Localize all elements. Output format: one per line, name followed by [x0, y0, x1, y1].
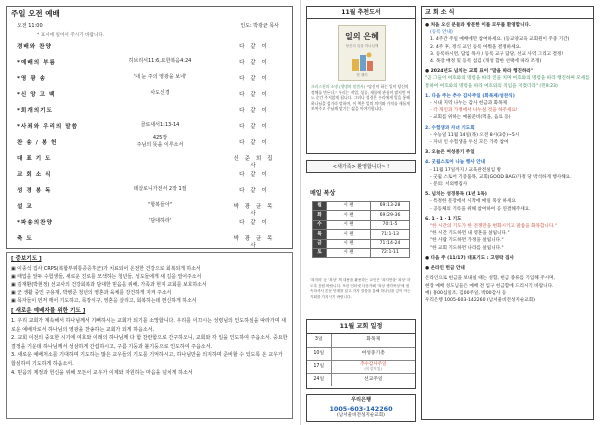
order-item-name: *신 앙 고 백: [17, 92, 56, 98]
church-news-item: - 공동체의 기록을 위해 참여하여 공 연결해주세요.: [430, 206, 531, 212]
devotion-time: 시 편: [327, 248, 371, 257]
devotion-ref: 69:29-36: [371, 211, 410, 220]
schedule-date: 17일: [307, 360, 331, 373]
church-news-item: "한 시간의 기도가 한 전쟁만을 변화시키고 말씀을 화목합니다.": [430, 224, 557, 230]
order-item-performer: 신 준 희 집 사: [233, 156, 275, 169]
church-news-item: 4. 목장 배정 및 등록 섬김 (개성 합한 선택에 따라 조정): [430, 59, 542, 65]
order-item-performer: 박 광 균 목 사: [233, 204, 275, 217]
church-news-item: 온라인으로 헌금을 보내실 때는 성함, 헌금 종류를 기입해 주시며,: [425, 276, 555, 282]
schedule-event: 여성중기총: [361, 350, 385, 356]
order-item-performer: 다 같 이: [239, 172, 269, 178]
book-cover-author: 팀 켈러: [356, 72, 368, 77]
worship-meta: [17, 23, 279, 29]
prayer-news-box: [6, 252, 293, 419]
bank-name: 우리은행: [350, 397, 372, 403]
page-divider: [300, 0, 301, 425]
order-item: [17, 217, 279, 232]
book-card: [306, 6, 416, 154]
schedule-event-cell: [331, 360, 415, 373]
schedule-event-cell: [331, 347, 415, 360]
devotion-row: [313, 239, 410, 248]
order-item-desc: 데살로니가전서 2장 1절: [133, 186, 187, 192]
order-item-name: 찬 송 / 봉 헌: [17, 140, 58, 146]
church-news-item: "한 시간 기도하면 내 영혼을 살립니다.": [430, 231, 510, 237]
order-item-performer: 다 같 이: [239, 92, 269, 98]
schedule-event-sub: (목장모임): [364, 366, 383, 371]
book-description-head: 크리스천의 소명 (생명의 말씀사): [311, 84, 366, 89]
devotion-time: 시 편: [327, 230, 371, 239]
book-cover-title: 일의 은혜: [345, 32, 379, 41]
devotion-day: 화: [313, 211, 327, 220]
church-news-item: 3. 등록하시면, 담임 목사 / 등록 교구 담당, 선교 사역 그리고 결정!: [430, 51, 564, 57]
prayer-topic-item: ▣ 태업을 앞두 수험생들, 새로운 진로를 모색하는 청년들, 성도들에게 새 길을 열어주소서: [11, 274, 202, 280]
book-card-title: 11월 추천도서: [307, 7, 415, 19]
devotion-time: 시 편: [327, 239, 371, 248]
church-news-title: 교 회 소 식: [422, 7, 593, 19]
order-item: [17, 105, 279, 120]
order-item-desc: 히브리서11:6,요한복음4:24: [128, 58, 192, 64]
order-item-desc: 사도신경: [150, 90, 170, 96]
schedule-event-cell: [331, 334, 415, 347]
order-item-desc: 골로새서1:13-14: [140, 122, 180, 128]
church-news-item: 현장 예배 성도님들은 예배 전 입구 헌금함에 드리시기 바랍니다.: [425, 283, 554, 289]
schedule-date: 3일: [307, 334, 331, 347]
prayer-topic-item: ▣ 군 생활 중인 구용재, 박병준 청년의 영혼과 육체를 강건하게 지켜 주소서: [11, 290, 172, 296]
book-cover-image: [338, 25, 386, 81]
church-news-item: ● 2024년도 넘치는 교회 표어 "말을 따라 행진하라": [425, 69, 534, 75]
order-item-performer: 다 같 이: [239, 76, 269, 82]
book-description: [311, 84, 412, 112]
daily-devotion-title: 매일 복상: [310, 190, 336, 197]
bank-account: 1005-603-142260: [329, 404, 393, 413]
book-cover-art-icon: [349, 51, 376, 73]
church-news-item: "한 사람 기도하면 가정을 살립니다.": [430, 238, 504, 244]
church-news-item: ● 온라인 헌금 안내: [425, 266, 465, 272]
church-news-item: 5. 넘치는 성경통독 (1년 1독): [425, 192, 487, 198]
prayer-topics-heading: [ 중보기도 ]: [11, 256, 42, 262]
order-item-desc: '담대하라': [148, 218, 172, 224]
worship-order-box: [6, 6, 293, 249]
schedule-date: 24일: [307, 373, 331, 386]
left-page: [0, 0, 298, 425]
schedule-row: [307, 373, 415, 386]
order-item-performer: 다 같 이: [239, 124, 269, 130]
prayer-topics-list: [11, 265, 289, 305]
welcome-banner: <새가족> 환영합니다~ !: [306, 160, 416, 173]
church-news-item: 4. 굿윌스토어 나눔 행사 안내: [425, 160, 486, 166]
church-news-item: 우리은행 1005-603-142260 (남서울비전성지순교회): [425, 297, 535, 303]
schedule-row: [307, 360, 415, 373]
schedule-event-highlight: 추수감사주일: [360, 362, 387, 367]
church-news-item: ● 다음 주 (11/17) 대표기도 : 고영락 집사: [425, 255, 514, 261]
prayer-topic-item: ▣ 목자들이 먼저 깨어 기도하고, 목장식구, 영혼을 살리고, 회복하는데 헌신하게 하소서: [11, 298, 197, 304]
order-item-performer: 박 광 균 목 사: [233, 236, 275, 249]
daily-devotion-table: [312, 201, 410, 258]
schedule-title: 11월 교회 일정: [307, 320, 415, 334]
schedule-row: [307, 334, 415, 347]
order-item: [17, 121, 279, 136]
schedule-event-cell: [331, 373, 415, 386]
church-news-item: - 교회를 위하는 예물준비(먹을, 음료 등): [430, 115, 511, 121]
order-item-performer: 다 같 이: [239, 44, 269, 50]
church-news-item: - 자녀 인 수험생을 두신 모든 가족 참여: [430, 140, 509, 146]
devotion-day: 금: [313, 239, 327, 248]
devotion-time: 시 편: [327, 211, 371, 220]
order-item: [17, 153, 279, 168]
new-family-heading: [ 새로운 예배자를 위한 기도 ]: [11, 308, 86, 314]
devotion-day: 수: [313, 220, 327, 229]
church-news-item: 6. 1 · 1 · 1 기도: [425, 216, 462, 222]
church-news-item: - 수능일 11월 14일(목) 오전 8시(3층)~5시: [430, 132, 520, 138]
new-family-item: 3. 새로운 예배처소를 기대하며 기도하는 많은 교우들의 기도를 기억하시고, 하나님만을 의지하며 준비할 수 있도록 온 교우가 합심하여 기도하게 하옵소서.: [11, 352, 283, 367]
order-item-name: 축 도: [17, 236, 33, 242]
order-item-performer: 다 같 이: [239, 60, 269, 66]
order-item: [17, 73, 279, 88]
church-news-item: (등록 안내): [430, 30, 453, 36]
schedule-card: [306, 319, 416, 389]
church-news-item: - 굿윌 스토어 기증품목, 교회(GOOD BAG)가정 당 박석하게 행사해요.: [430, 174, 572, 180]
bank-holder: (남서울비전성지순교회): [337, 412, 385, 418]
middle-column: [306, 0, 416, 425]
new-family-item: 4. 믿음의 제정과 헌신을 위해 모든이 교우가 이제와 자원하는 마음을 넘치게 하소서: [11, 369, 193, 376]
devotion-row: [313, 230, 410, 239]
church-news-item: 1. 4주간 주일 예배에만 참여하세요. (등교양교육 교회원이 주중 기간): [430, 37, 570, 43]
church-news-list: [425, 22, 592, 304]
order-item-name: *파송의찬양: [17, 220, 53, 226]
order-item-performer: 다 같 이: [239, 108, 269, 114]
order-item-name: *사죄와 우리의 말씀: [17, 124, 79, 130]
order-item: [17, 201, 279, 216]
devotion-day: 월: [313, 202, 327, 211]
order-item: [17, 137, 279, 152]
devotion-row: [313, 211, 410, 220]
church-news-item: - 시내 지역 나누는 감사 헌금과 화목제: [430, 101, 507, 107]
devotion-day: 목: [313, 230, 327, 239]
standing-note: * 표시에 일어서 주시기 바랍니다.: [37, 33, 105, 38]
devotion-row: [313, 202, 410, 211]
order-item-performer: 다 같 이: [239, 188, 269, 194]
bank-card: [306, 394, 416, 422]
church-news-item: - 특정한 문장에서 시작에 매일 묵상 하세요: [430, 199, 516, 205]
church-news-item: - 문의: 서외행집사: [430, 182, 468, 188]
new-family-item: 1. 우리 교회가 계속해서 하나님께서 기뻐하시는 교회가 되기를 소망합니다. 우리를 이끄시는 성령님의 인도하심을 따라가며 새로운 예배자로서 하나님의 영광을 찬송하는 교회가 되게 하옵소서.: [11, 318, 286, 333]
devotion-row: [313, 248, 410, 257]
worship-title: 주일 오전 예배: [11, 9, 60, 18]
devotion-time: 시 편: [327, 220, 371, 229]
church-news-item: ● 처음 오신 분들과 방문한 이를 모두를 환영합니다.: [425, 23, 531, 28]
order-item-desc: '내 눈 주의 영광을 보네': [133, 74, 187, 80]
schedule-event: 선교주일: [363, 376, 383, 382]
devotion-ref: 71:1-13: [371, 230, 410, 239]
prayer-topic-item: ▣ 김재환(박현정) 선교사의 건강회복과 담대한 믿음을 위해, 가족과 현지 교회를 보호하소서: [11, 282, 207, 288]
devotion-ref: 72:1-11: [371, 248, 410, 257]
order-item-name: 성 경 봉 독: [17, 188, 52, 194]
devotion-ref: 69:13-28: [371, 202, 410, 211]
order-item-name: 설 교: [17, 204, 33, 210]
church-news-item: - 11월 17일까지 / 교육관전실입 방: [430, 167, 502, 173]
order-item-performer: 다 같 이: [239, 140, 269, 146]
order-item: [17, 185, 279, 200]
devotion-day: 토: [313, 248, 327, 257]
schedule-event: 화목제: [366, 337, 381, 343]
order-item-desc: 425장 주님의 뜻을 이루소서: [136, 135, 184, 148]
order-item-name: 대 표 기 도: [17, 156, 52, 162]
new-family-item: 2. 교회 이전의 중요한 시기에 여호와 이레의 하나님께 다 함 찬란함으로 간구하오니, 교회와 각 일을 인도하여 주옵소서. 중요한 결정을 기운데 하나님께서 성삼하게 간섭하시고, 구름 기둥과 불기둥으로 인도하여 주옵소서.: [11, 335, 288, 350]
order-item-name: 교 회 소 식: [17, 172, 52, 178]
schedule-row: [307, 347, 415, 360]
order-item-name: *영 광 송: [17, 76, 47, 82]
order-item-performer: 다 같 이: [239, 220, 269, 226]
devotion-ref: 71:14-24: [371, 239, 410, 248]
order-item: [17, 89, 279, 104]
order-item-desc: "항복들아": [148, 202, 172, 208]
order-item: [17, 169, 279, 184]
book-cover-subtitle: 당신의 일을 하나님께: [345, 44, 379, 48]
order-item: [17, 41, 279, 56]
church-news-item: 1. 다음 주는 추수 감사주일 (화목제/성찬식): [425, 93, 515, 99]
devotion-ref: 70:1-5: [371, 220, 410, 229]
devotion-time: 시 편: [327, 202, 371, 211]
daily-devotion-note: '복지의' 등 '복상' 책 내용을 활용하는 교인은 '복지만을' 복상' 하도록 응원 바랍니다. 또한 인터넷 다음카페 '복상 생각묵상'에 접속하셔서 본문 단계를 읽고 각자 말씀을 통해 하나님을 깊이 아는 기회를 가지시기 바랍니다.: [310, 278, 411, 299]
schedule-date: 10일: [307, 347, 331, 360]
order-item-name: 경배와 찬양: [17, 44, 52, 50]
worship-presider: 인도: 박광균 목사: [240, 23, 279, 29]
order-item-name: *회개의기도: [17, 108, 53, 114]
order-item: [17, 57, 279, 72]
order-item: [17, 233, 279, 248]
church-news-item: 3. 오늘은 여성중기 주일: [425, 150, 475, 156]
new-family-list: [11, 317, 289, 377]
church-news-item: - 각 개인과 가정에서 나누실 것을 하주세요!: [430, 108, 518, 114]
church-news-item: "한 교회 기도하면 나라를 살립니다.": [430, 245, 504, 251]
church-news-item: 2. 4주 후, 정식 교인 등록 여쭤을 결정하세요.: [430, 44, 522, 50]
church-news-item: 예) 홍00십일조, 김00주일, 박00감사 등: [425, 290, 507, 296]
book-description-body: "당신이 하는 일이 당신의 정체를 만든다." 우리는 직업, 성공, 재물에 관심이 많지만 어느 순간 주저앉게 됩니다. 그러나 성경은 우리에게 일을 통해 하나님을 섬기라 말하며, 이 책은 일의 의미와 가치를 새롭게 보여주고 주님께 맡기는 삶을 이야기합니다.: [311, 84, 411, 112]
order-item-name: *예배의 부름: [17, 60, 56, 66]
worship-time: 오전 11:00: [17, 23, 43, 29]
devotion-row: [313, 220, 410, 229]
schedule-table: [307, 334, 415, 386]
church-news-item: 2. 수험생과 자녀 기도회: [425, 125, 475, 131]
church-news-item: "곧 그들이 여호와의 명령을 따라 진을 치며 여호와의 명령을 따라 행진하며 모세를 통하여 여호와의 명령을 따라 여호와의 직임을 지켰더라" (민9:23): [425, 76, 590, 89]
church-news-box: [421, 6, 594, 420]
prayer-topic-item: ▣ 이종석 집사 CRPS(복합부위통증증후군)가 치료되어 온전한 건강으로 회복되게 하소서: [11, 266, 201, 272]
